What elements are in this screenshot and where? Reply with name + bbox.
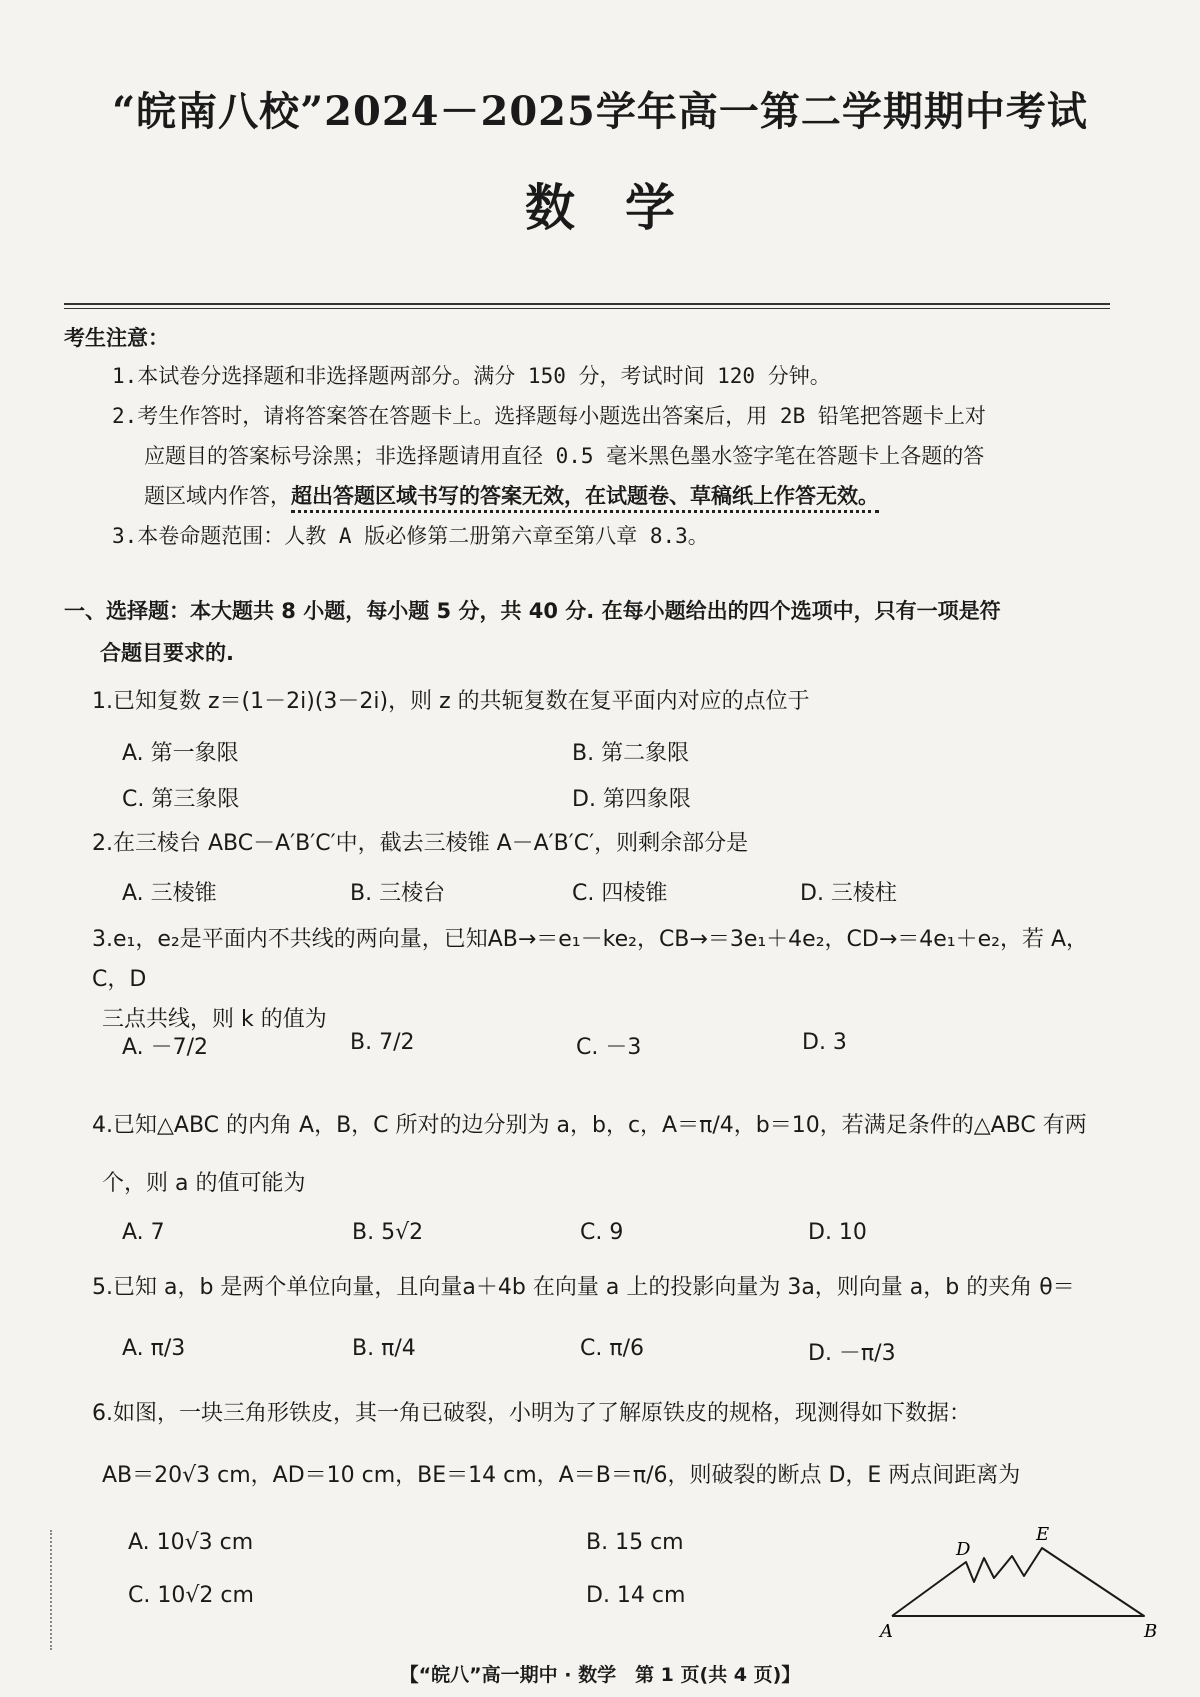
- question-3-stem: [92, 920, 1122, 1040]
- question-2-stem: 2.在三棱台 ABC－A′B′C′中，截去三棱锥 A－A′B′C′，则剩余部分是: [92, 831, 749, 856]
- q2-option-d: D. 三棱柱: [800, 881, 897, 906]
- question-6-stem: [92, 1394, 1122, 1496]
- question-4-stem-line1: 4.已知△ABC 的内角 A，B，C 所对的边分别为 a，b，c，A＝π/4，b＝10，若满足条件的△ABC 有两: [92, 1113, 1087, 1138]
- q5-option-c: C. π/6: [580, 1336, 645, 1361]
- question-5-stem: 5.已知 a，b 是两个单位向量，且向量a＋4b 在向量 a 上的投影向量为 3a，则向量 a，b 的夹角 θ＝: [92, 1275, 1075, 1300]
- q4-option-b: B. 5√2: [352, 1220, 424, 1245]
- page-footer: 【“皖八”高一期中 · 数学 第 1 页(共 4 页)】: [399, 1664, 801, 1686]
- question-3-stem-line1: 3.e₁，e₂是平面内不共线的两向量，已知AB→＝e₁－ke₂，CB→＝3e₁＋4e₂，CD→＝4e₁＋e₂，若 A，C，D: [92, 927, 1089, 992]
- notice-item-1: 1.本试卷分选择题和非选择题两部分。满分 150 分，考试时间 120 分钟。: [112, 364, 831, 388]
- notice-heading: 考生注意：: [64, 326, 169, 350]
- question-6-stem-line2: AB＝20√3 cm，AD＝10 cm，BE＝14 cm，A＝B＝π/6，则破裂的断点 D，E 两点间距离为: [102, 1463, 1021, 1488]
- q4-option-d: D. 10: [808, 1220, 867, 1245]
- q1-option-c: C. 第三象限: [122, 787, 240, 812]
- q1-option-b: B. 第二象限: [572, 741, 690, 766]
- notice-item-3: 3.本卷命题范围：人教 A 版必修第二册第六章至第八章 8.3。: [112, 524, 709, 548]
- notice-item-2: [112, 396, 1112, 516]
- notice-emphasis: 超出答题区域书写的答案无效，在试题卷、草稿纸上作答无效。: [291, 484, 879, 513]
- label-b: B: [1144, 1621, 1158, 1640]
- q3-option-b: B. 7/2: [350, 1030, 415, 1055]
- q1-option-a: A. 第一象限: [122, 741, 239, 766]
- section-heading-line2: 合题目要求的.: [100, 641, 234, 665]
- header-rule: [64, 303, 1110, 305]
- header-rule-thin: [64, 308, 1110, 309]
- q1-option-d: D. 第四象限: [572, 787, 691, 812]
- q3-option-a: A. －7/2: [122, 1035, 209, 1060]
- q5-option-b: B. π/4: [352, 1336, 416, 1361]
- notice-item-2-line3: [112, 476, 1112, 516]
- notice-item-2-line1: 2.考生作答时，请将答案答在答题卡上。选择题每小题选出答案后，用 2B 铅笔把答题卡上对: [112, 404, 986, 428]
- q2-option-c: C. 四棱锥: [572, 881, 668, 906]
- q4-option-a: A. 7: [122, 1220, 165, 1245]
- q6-option-b: B. 15 cm: [586, 1530, 684, 1555]
- q2-option-b: B. 三棱台: [350, 881, 446, 906]
- q6-option-c: C. 10√2 cm: [128, 1583, 254, 1608]
- section-heading-line1: 一、选择题：本大题共 8 小题，每小题 5 分，共 40 分. 在每小题给出的四个选项中，只有一项是符: [64, 599, 1001, 623]
- exam-subject: 数 学: [525, 178, 675, 237]
- q2-option-a: A. 三棱锥: [122, 881, 217, 906]
- notice-item-2-line3a: 题区域内作答，: [144, 484, 291, 508]
- question-4-stem-line2: 个，则 a 的值可能为: [102, 1171, 306, 1196]
- q6-option-a: A. 10√3 cm: [128, 1530, 254, 1555]
- question-1-stem: 1.已知复数 z＝(1－2i)(3－2i)，则 z 的共轭复数在复平面内对应的点位于: [92, 689, 810, 714]
- label-a: A: [880, 1621, 893, 1640]
- label-e: E: [1036, 1524, 1050, 1545]
- question-3-stem-line2: 三点共线，则 k 的值为: [102, 1007, 327, 1032]
- q3-option-d: D. 3: [802, 1030, 847, 1055]
- q6-option-d: D. 14 cm: [586, 1583, 686, 1608]
- q5-option-d: D. －π/3: [808, 1341, 896, 1366]
- notice-item-2-line2: 应题目的答案标号涂黑；非选择题请用直径 0.5 毫米黑色墨水签字笔在答题卡上各题的答: [144, 444, 985, 468]
- exam-title: “皖南八校”2024－2025学年高一第二学期期中考试: [112, 88, 1088, 135]
- section-heading: [64, 590, 1124, 674]
- q5-option-a: A. π/3: [122, 1336, 186, 1361]
- question-6-stem-line1: 6.如图，一块三角形铁皮，其一角已破裂，小明为了了解原铁皮的规格，现测得如下数据：: [92, 1401, 971, 1426]
- triangle-figure: [870, 1510, 1160, 1640]
- triangle-outline: [892, 1548, 1144, 1616]
- question-4-stem: [92, 1106, 1122, 1204]
- binding-margin: [50, 1530, 52, 1650]
- label-d: D: [956, 1539, 971, 1560]
- q3-option-c: C. －3: [576, 1035, 642, 1060]
- q4-option-c: C. 9: [580, 1220, 624, 1245]
